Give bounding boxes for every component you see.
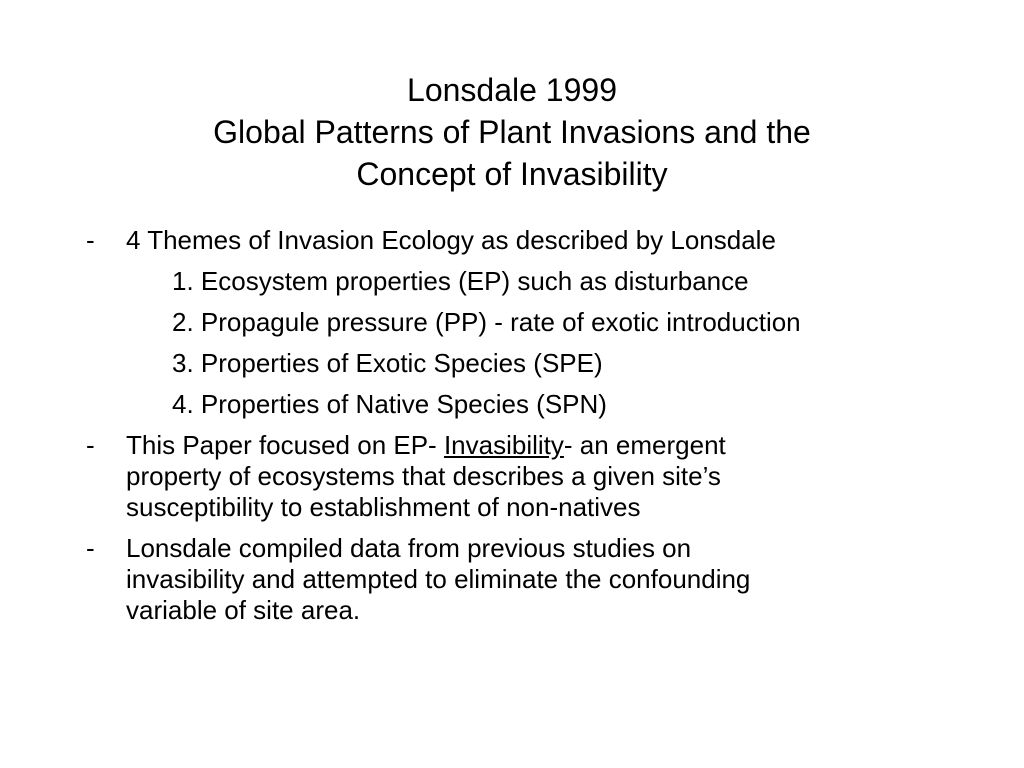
slide-body [86,225,986,636]
bullet-dash: - [86,225,95,255]
title-line-3: Concept of Invasibility [356,156,668,192]
bullet-line-3: susceptibility to establishment of non-natives [126,492,641,522]
bullet-compiled-data [86,533,986,626]
theme-item-3: 3. Properties of Exotic Species (SPE) [172,348,603,378]
bullet-text-pre: This Paper focused on EP- [126,430,444,460]
bullet-line-2: invasibility and attempted to eliminate the confounding [126,564,751,594]
slide-title [0,69,1024,195]
bullet-line-1: Lonsdale compiled data from previous studies on [126,533,692,563]
theme-item-2: 2. Propagule pressure (PP) - rate of exotic introduction [172,307,801,337]
bullet-themes [86,225,986,256]
bullet-line-1 [126,430,986,461]
title-line-1: Lonsdale 1999 [407,72,617,108]
theme-item-4: 4. Properties of Native Species (SPN) [172,389,607,419]
theme-item-1: 1. Ecosystem properties (EP) such as disturbance [172,266,749,296]
bullet-paper-focus [86,430,986,523]
title-line-2: Global Patterns of Plant Invasions and the [213,114,811,150]
bullet-text: 4 Themes of Invasion Ecology as described by Lonsdale [126,225,776,255]
bullet-line-3: variable of site area. [126,595,361,625]
bullet-dash: - [86,533,95,563]
invasibility-term: Invasibility [443,430,564,460]
bullet-dash: - [86,430,95,460]
bullet-line-2: property of ecosystems that describes a given site’s [126,461,721,491]
bullet-text-post: - an emergent [563,430,726,460]
